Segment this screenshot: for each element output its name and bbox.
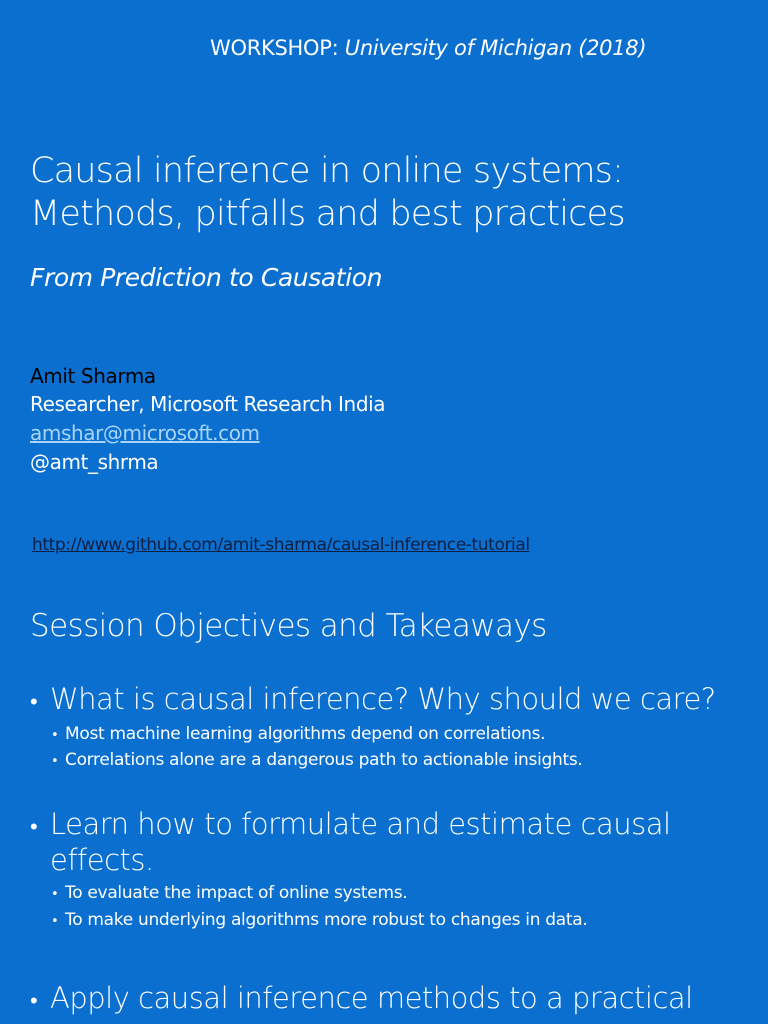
section-heading: Session Objectives and Takeaways <box>30 608 547 644</box>
sub-bullet-marker: • <box>51 887 59 902</box>
bullet-marker: • <box>30 989 38 1014</box>
bullet-text-continued: effects. <box>50 843 154 877</box>
sub-bullet-text: To evaluate the impact of online systems. <box>65 883 408 903</box>
bullet-text: Learn how to formulate and estimate causal <box>50 807 671 841</box>
workshop-venue: University of Michigan (2018) <box>344 36 647 60</box>
bullet-marker: • <box>30 815 38 840</box>
author-name: Amit Sharma <box>30 364 156 388</box>
bullet-text: What is causal inference? Why should we care? <box>50 682 716 716</box>
sub-bullet-marker: • <box>51 728 59 743</box>
author-affiliation: Researcher, Microsoft Research India <box>30 392 386 416</box>
bullet-text: Apply causal inference methods to a practical <box>50 981 693 1015</box>
sub-bullet-text: Correlations alone are a dangerous path to actionable insights. <box>65 750 583 770</box>
sub-bullet-marker: • <box>51 914 59 929</box>
slide-title: Causal inference in online systems: Methods, pitfalls and best practices <box>30 151 625 234</box>
sub-bullet-marker: • <box>51 754 59 769</box>
github-link[interactable]: http://www.github.com/amit-sharma/causal-inference-tutorial <box>32 535 530 555</box>
author-handle: @amt_shrma <box>30 450 159 474</box>
slide-subtitle: From Prediction to Causation <box>30 263 383 292</box>
sub-bullet-text: Most machine learning algorithms depend on correlations. <box>65 724 546 744</box>
author-email-link[interactable]: amshar@microsoft.com <box>30 421 260 445</box>
workshop-line <box>210 36 646 60</box>
sub-bullet-text: To make underlying algorithms more robust to changes in data. <box>65 910 588 930</box>
workshop-label: WORKSHOP: <box>210 36 339 60</box>
bullet-marker: • <box>30 690 38 715</box>
